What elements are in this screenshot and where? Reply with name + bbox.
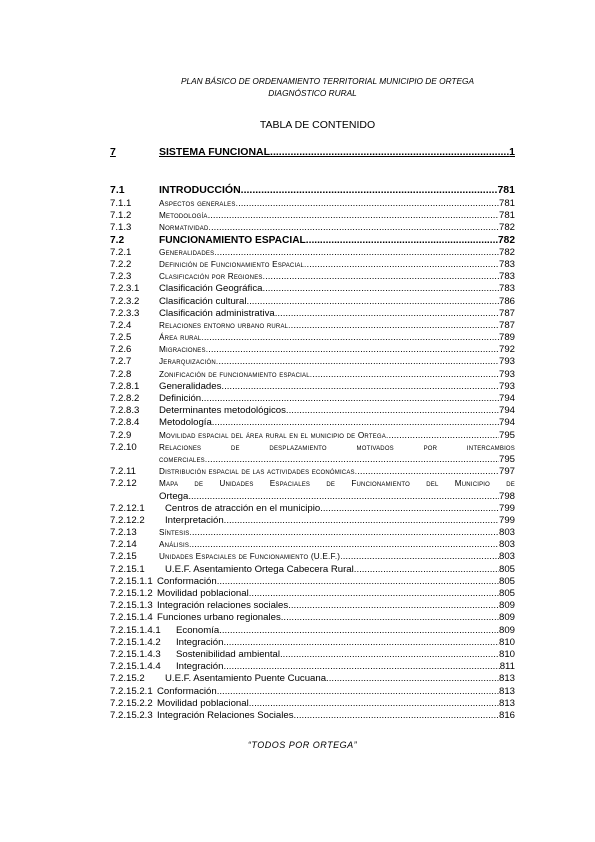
toc-entry-number: 7.2.15.1.1	[110, 575, 153, 587]
toc-entry-number: 7.2.9	[110, 429, 132, 441]
toc-entry[interactable]	[110, 320, 515, 332]
toc-entry-label: U.E.F. Asentamiento Puente Cucuana.	[165, 673, 329, 685]
toc-entry-number: 7.2.2	[110, 258, 132, 270]
toc-entry-page: 813	[498, 673, 515, 685]
toc-entry-number: 7.2.15.1.2	[110, 588, 153, 599]
toc-entry-label: Distribución espacial de las actividades económicas.	[159, 467, 358, 477]
toc-entry[interactable]	[110, 466, 515, 478]
toc-entry[interactable]	[110, 503, 515, 515]
toc-entry[interactable]	[110, 576, 515, 588]
toc-entry-page: 781	[498, 210, 515, 222]
toc-entry-number: 7.2.15.1.4.4	[110, 661, 161, 673]
toc-entry-label: Síntesis.	[159, 528, 192, 538]
toc-entry-label: Aspectos generales.	[159, 199, 239, 208]
toc-entry-label: Clasificación cultural.	[159, 295, 250, 307]
toc-entry[interactable]	[110, 612, 515, 624]
toc-entry-page: 810	[498, 636, 515, 648]
toc-entry-page: 787	[498, 319, 515, 331]
toc-entry[interactable]	[110, 344, 515, 356]
toc-entry[interactable]	[110, 144, 515, 160]
document-header-subtitle: DIAGNÓSTICO RURAL	[268, 88, 357, 98]
toc-entry[interactable]	[110, 698, 515, 710]
toc-entry[interactable]	[110, 551, 515, 563]
toc-entry-page: 782	[498, 222, 515, 234]
toc-entry-number: 7.2.15.1.3	[110, 600, 153, 612]
toc-entry-page: 794	[498, 393, 515, 404]
toc-entry[interactable]	[110, 430, 515, 442]
toc-entry-number: 7.2.4	[110, 319, 132, 331]
toc-entry-number: 7.2.6	[110, 344, 132, 356]
toc-entry-page: 792	[498, 344, 515, 356]
toc-entry-label: Definición.	[159, 393, 204, 404]
toc-entry-label: Migraciones.	[159, 345, 209, 355]
toc-entry[interactable]	[110, 283, 515, 295]
toc-entry-page: 803	[498, 527, 515, 539]
toc-entry-number: 7.2.15.2.1	[110, 685, 153, 697]
footer-motto: “TODOS POR ORTEGA”	[247, 740, 358, 750]
toc-entry-label: Interpretación	[165, 514, 224, 526]
toc-entry-label: Movilidad poblacional.	[157, 697, 252, 709]
toc-entry-label: Definición de Funcionamiento Espacial.	[159, 259, 307, 269]
toc-entry-label: Economía.	[176, 624, 222, 636]
toc-entry-page: 805	[498, 575, 515, 587]
toc-entry-number: 7.2.15.1.4	[110, 612, 153, 624]
toc-entry-page: 782	[498, 246, 515, 258]
toc-entry[interactable]	[110, 271, 515, 283]
toc-entry[interactable]	[110, 356, 515, 368]
table-of-contents	[110, 144, 515, 722]
toc-entry-number: 7.2.3.3	[110, 307, 140, 319]
toc-entry-label: Análisis.	[159, 540, 192, 550]
toc-entry-number: 7.2.12.1	[110, 502, 145, 514]
toc-entry-page: 783	[498, 271, 515, 283]
toc-entry-label: Relaciones entorno urbano rural.	[159, 320, 291, 330]
toc-entry-number: 7.2.15.1.4.2	[110, 636, 161, 648]
toc-entry-number: 7.1.1	[110, 198, 132, 209]
toc-entry[interactable]	[110, 649, 515, 661]
toc-entry-number: 7.2.12	[110, 478, 137, 490]
toc-entry[interactable]	[110, 527, 515, 539]
toc-entry[interactable]	[110, 661, 515, 673]
toc-entry-number: 7.2.15.1.4.1	[110, 624, 161, 636]
toc-entry-label: comerciales.	[159, 454, 208, 464]
toc-entry-number: 7.2.14	[110, 539, 137, 551]
toc-entry-page: 781	[497, 184, 515, 196]
toc-entry-page: 793	[498, 368, 515, 380]
toc-entry[interactable]	[110, 247, 515, 259]
toc-entry-number: 7.2.8	[110, 368, 132, 380]
toc-entry[interactable]	[110, 393, 515, 405]
toc-entry[interactable]	[110, 259, 515, 271]
toc-entry-page: 811	[499, 661, 515, 673]
toc-entry-label: Funciones urbano regionales.	[157, 612, 284, 624]
toc-entry-number: 7.2.15.1.4.3	[110, 648, 161, 660]
toc-entry-number: 7.1	[110, 184, 125, 196]
toc-entry[interactable]	[110, 308, 515, 320]
toc-title: TABLA DE CONTENIDO	[259, 119, 376, 131]
toc-entry-label: Clasificación administrativa.	[159, 307, 278, 319]
toc-entry-label: Conformación.	[157, 685, 220, 697]
toc-entry-number: 7.2.1	[110, 246, 132, 258]
toc-entry-number: 7.2.8.4	[110, 417, 140, 429]
toc-entry-number: 7.2.13	[110, 527, 137, 539]
toc-entry[interactable]	[110, 539, 515, 551]
toc-entry-label: Integración relaciones sociales.	[157, 600, 291, 612]
toc-entry-label: Metodología.	[159, 417, 215, 429]
toc-entry-number: 7.2.3.1	[110, 283, 140, 295]
toc-entry[interactable]	[110, 182, 515, 198]
toc-entry[interactable]	[110, 442, 515, 466]
toc-entry-page: 789	[498, 332, 515, 344]
toc-entry-number: 7.2.11	[110, 466, 136, 478]
toc-entry-label: FUNCIONAMIENTO ESPACIAL	[159, 234, 306, 246]
toc-entry-number: 7.2.15.2.2	[110, 697, 153, 709]
toc-entry[interactable]	[110, 222, 515, 234]
toc-entry-label: Zonificación de funcionamiento espacial.	[159, 369, 313, 379]
toc-entry-number: 7.2.12.2	[110, 514, 145, 526]
toc-entry[interactable]	[110, 381, 515, 393]
toc-entry[interactable]	[110, 417, 515, 429]
toc-entry-page: 813	[498, 685, 515, 697]
toc-entry-label: Integración Relaciones Sociales.	[157, 709, 297, 721]
toc-entry-label-line1: Relaciones de desplazamiento motivados por intercambios	[159, 442, 515, 452]
toc-entry-page: 794	[498, 405, 515, 417]
toc-entry-label-line1: Mapa de Unidades Espaciales de Funcionamiento del Municipio de	[159, 479, 515, 489]
toc-entry[interactable]	[110, 235, 515, 247]
toc-entry-number: 7.2.8.1	[110, 380, 140, 392]
toc-entry[interactable]	[110, 332, 515, 344]
toc-entry[interactable]	[110, 588, 515, 600]
toc-entry-number: 7.2.5	[110, 332, 132, 344]
toc-entry-page: 793	[498, 380, 515, 392]
toc-entry-page: 1	[509, 146, 515, 158]
toc-entry-page: 795	[498, 453, 515, 465]
toc-entry-page: 787	[498, 307, 515, 319]
toc-entry-number: 7.2.8.2	[110, 393, 140, 404]
toc-entry[interactable]	[110, 564, 515, 576]
toc-entry-page: 797	[498, 466, 515, 478]
toc-entry[interactable]	[110, 369, 515, 381]
toc-entry-number: 7.2.15	[110, 551, 137, 563]
toc-entry[interactable]	[110, 600, 515, 612]
toc-entry-label: Sostenibilidad ambiental	[176, 648, 280, 660]
toc-entry-page: 809	[498, 612, 515, 624]
toc-entry-page: 786	[498, 295, 515, 307]
toc-entry[interactable]	[110, 515, 515, 527]
toc-entry[interactable]	[110, 296, 515, 308]
toc-entry-label: Área rural.	[159, 333, 204, 343]
toc-entry-page: 782	[498, 234, 515, 246]
toc-entry-number: 7.2.3.2	[110, 295, 140, 307]
toc-entry-page: 794	[498, 417, 515, 429]
toc-entry-number: 7.1.3	[110, 222, 132, 234]
toc-entry-label: U.E.F. Asentamiento Ortega Cabecera Rural.	[165, 563, 357, 575]
toc-entry-page: 803	[498, 539, 515, 551]
toc-entry[interactable]	[110, 198, 515, 210]
toc-entry[interactable]	[110, 637, 515, 649]
toc-entry-number: 7.2.3	[110, 271, 132, 283]
toc-entry-page: 783	[498, 258, 515, 270]
toc-entry-label: Normatividad.	[159, 223, 212, 233]
toc-entry-label: Ortega.	[159, 490, 191, 502]
toc-entry-page: 795	[498, 429, 515, 441]
toc-entry-page: 798	[498, 490, 515, 502]
toc-entry-label: Jerarquización.	[159, 357, 219, 367]
toc-entry-page: 799	[498, 514, 515, 526]
toc-entry-page: 809	[498, 624, 515, 636]
toc-entry-number: 7.2.7	[110, 356, 132, 368]
toc-entry-label: Unidades Espaciales de Funcionamiento (U.E.F.).	[159, 552, 343, 562]
toc-entry-number: 7.2.15.2	[110, 673, 145, 685]
toc-entry-label: Integración.	[176, 661, 227, 673]
toc-entry-number: 7.2.10	[110, 441, 137, 453]
document-header-title: PLAN BÁSICO DE ORDENAMIENTO TERRITORIAL MUNICIPIO DE ORTEGA	[180, 76, 475, 86]
toc-entry-label: Movilidad poblacional.	[157, 588, 252, 599]
toc-entry-label: Generalidades	[159, 380, 222, 392]
toc-entry[interactable]	[110, 710, 515, 722]
toc-entry-number: 7.2.15.1	[110, 563, 145, 575]
toc-entry-number: 7.1.2	[110, 210, 132, 222]
toc-entry-label: Movilidad espacial del área rural en el municipio de Ortega.	[159, 430, 389, 440]
toc-entry-label: INTRODUCCIÓN	[159, 184, 241, 196]
toc-entry-label: Integración.	[176, 636, 227, 648]
toc-entry[interactable]	[110, 673, 515, 685]
toc-entry-page: 803	[498, 551, 515, 563]
toc-entry-page: 799	[498, 502, 515, 514]
toc-entry-page: 781	[498, 198, 515, 209]
toc-entry[interactable]	[110, 210, 515, 222]
toc-entry-page: 805	[498, 588, 515, 599]
toc-entry[interactable]	[110, 625, 515, 637]
toc-entry-page: 816	[498, 709, 515, 721]
toc-entry-label: SISTEMA FUNCIONAL	[159, 146, 271, 158]
toc-entry-page: 810	[498, 648, 515, 660]
toc-entry-number: 7.2	[110, 234, 125, 246]
toc-entry-page: 805	[498, 563, 515, 575]
toc-entry[interactable]	[110, 405, 515, 417]
toc-entry-label: Generalidades.	[159, 247, 217, 257]
toc-entry-page: 783	[498, 283, 515, 295]
toc-entry-page: 813	[498, 697, 515, 709]
toc-entry-page: 793	[498, 356, 515, 368]
toc-entry-label: Conformación.	[157, 575, 220, 587]
toc-entry-number: 7.2.15.2.3	[110, 709, 153, 721]
toc-entry-number: 7	[110, 146, 116, 158]
toc-entry-number: 7.2.8.3	[110, 405, 140, 417]
toc-entry[interactable]	[110, 478, 515, 502]
toc-entry[interactable]	[110, 686, 515, 698]
toc-entry-label: Clasificación Geográfica	[159, 283, 263, 295]
toc-entry-label: Centros de atracción en el municipio	[165, 502, 321, 514]
toc-entry-label: Determinantes metodológicos.	[159, 405, 289, 417]
toc-entry-label: Clasificación por Regiones.	[159, 272, 266, 282]
toc-entry-label: Metodología	[159, 211, 208, 221]
toc-entry-page: 809	[498, 600, 515, 612]
